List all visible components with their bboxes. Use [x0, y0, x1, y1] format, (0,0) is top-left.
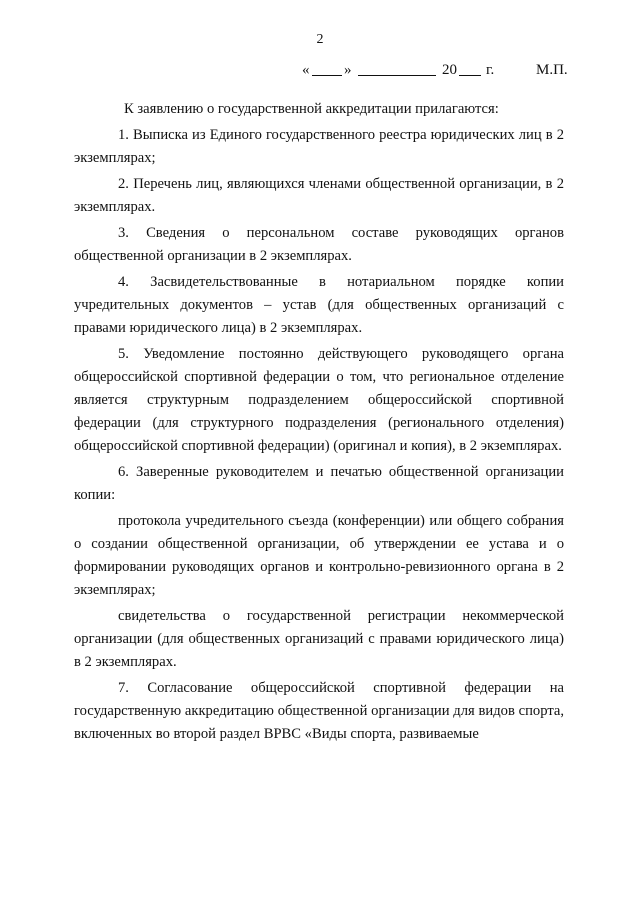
- stamp-label: М.П.: [536, 62, 568, 78]
- list-subitem-certificate: свидетельства о государственной регистрации некоммерческой организации (для общественных организаций с правами юридического лица) в 2 экземплярах.: [74, 608, 564, 670]
- list-item-1: 1. Выписка из Единого государственного реестра юридических лиц в 2 экземплярах;: [74, 127, 564, 166]
- day-blank: [312, 61, 342, 81]
- list-item-5: 5. Уведомление постоянно действующего руководящего органа общероссийской спортивной федерации о том, что региональное отделение является структурным подразделением общероссийской спортивной федерации (для структурного подразделения (регионального отделения) общероссийской спортивной федерации) (оригинал и копия), в 2 экземплярах.: [74, 346, 564, 454]
- year-suffix: г.: [486, 62, 495, 78]
- month-blank: [358, 61, 436, 81]
- date-line: [0, 61, 640, 81]
- list-item-6: 6. Заверенные руководителем и печатью общественной организации копии:: [74, 464, 564, 503]
- document-body: [74, 98, 564, 749]
- year-blank: [459, 61, 481, 81]
- year-prefix: 20: [442, 62, 457, 78]
- page-number: 2: [316, 32, 324, 47]
- list-item-3: 3. Сведения о персональном составе руководящих органов общественной организации в 2 экземплярах.: [74, 225, 564, 264]
- date-open-quote: «: [302, 62, 310, 78]
- list-item-2: 2. Перечень лиц, являющихся членами общественной организации, в 2 экземплярах.: [74, 176, 564, 215]
- list-item-7: 7. Согласование общероссийской спортивной федерации на государственную аккредитацию общественной организации для видов спорта, включенных во второй раздел ВРВС «Виды спорта, развиваемые: [74, 680, 564, 742]
- list-item-4: 4. Засвидетельствованные в нотариальном порядке копии учредительных документов – устав (для общественных организаций с правами юридического лица) в 2 экземплярах.: [74, 274, 564, 336]
- date-close-quote: »: [344, 62, 352, 78]
- list-subitem-protocol: протокола учредительного съезда (конференции) или общего собрания о создании общественной организации, об утверждении ее устава и о формировании руководящих органов и контрольно-ревизионного органа в 2 экземплярах;: [74, 513, 564, 598]
- intro-text: К заявлению о государственной аккредитации прилагаются:: [124, 101, 499, 117]
